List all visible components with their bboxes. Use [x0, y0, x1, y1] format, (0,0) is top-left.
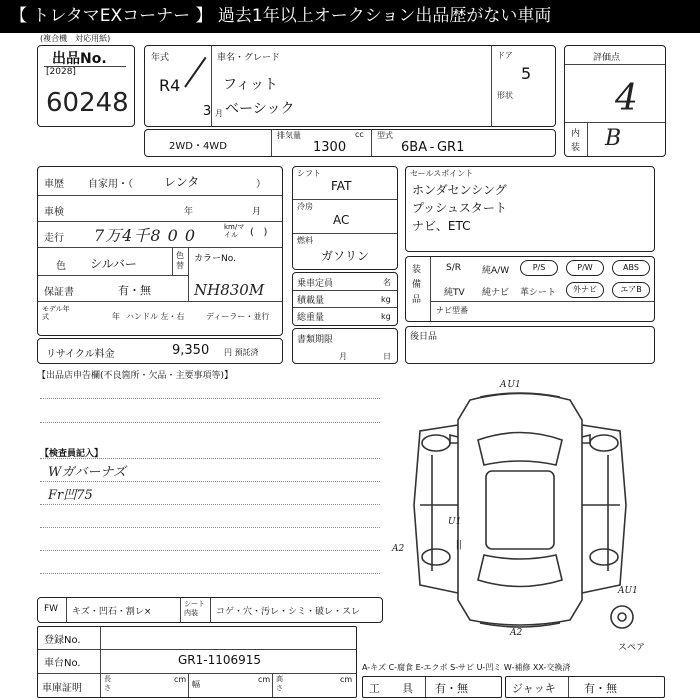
- inspection-label: 車検: [44, 207, 64, 218]
- doors-label: ドア: [497, 51, 513, 60]
- recycle-box: [37, 338, 283, 364]
- recycle-label: リサイクル料金: [46, 349, 115, 360]
- subtitle: (複合機 対応用紙): [40, 34, 111, 43]
- recycle-value: 9,350: [172, 343, 210, 358]
- equip-alloy: 純A/W: [482, 266, 510, 276]
- inspector-note-2: Fr凹75: [48, 488, 93, 503]
- fw-label: FW: [44, 604, 59, 614]
- equipment-spec-panel: [292, 166, 398, 270]
- car-name: フィット: [223, 77, 278, 93]
- seat-text: コゲ・穴・汚レ・シミ・破レ・スレ: [216, 607, 361, 617]
- doc-expiry-box: [292, 328, 398, 364]
- score-box: [564, 45, 666, 157]
- grade: ベーシック: [225, 101, 295, 117]
- recycle-unit: 円 預託済: [224, 348, 259, 357]
- jack-box: [505, 676, 665, 698]
- aircon-label: 冷房: [297, 202, 313, 211]
- mileage-label: 走行: [44, 233, 64, 244]
- inspector-label: 【検査員記入】: [40, 449, 104, 459]
- lot-box: [37, 45, 135, 127]
- tools-box: [362, 676, 502, 698]
- declaration-label: 【出品店申告欄(不良箇所・欠品・主要事項等)】: [37, 371, 234, 381]
- interior-label-2: 装: [571, 143, 581, 153]
- length-unit: cm: [174, 675, 187, 684]
- width-unit: cm: [258, 675, 271, 684]
- equip-ext-navi: 外ナビ: [566, 282, 604, 298]
- sales-point-line-3: ナビ、ETC: [412, 219, 471, 233]
- doc-day-unit: 日: [383, 352, 391, 361]
- shape-label: 形状: [497, 91, 513, 100]
- warranty-value: 有・無: [118, 284, 151, 297]
- sales-point-box: [405, 166, 655, 252]
- dealer-label: ディーラー・並行: [206, 312, 270, 321]
- mark-bottom-a2: A2: [510, 628, 523, 638]
- sales-point-line-2: プッシュスタート: [412, 201, 507, 215]
- model-code: 6BA - GR1: [401, 140, 465, 155]
- year-era: R4: [159, 76, 181, 95]
- equip-pw: P/W: [566, 260, 604, 276]
- lot-prefix: [2028]: [46, 67, 76, 77]
- mark-left-u1: U1: [448, 517, 462, 527]
- inspection-month-unit: 月: [252, 207, 262, 217]
- equip-abs: ABS: [612, 260, 650, 276]
- sales-point-line-1: ホンダセンシング: [412, 183, 507, 197]
- name-label: 車名・グレード: [217, 53, 281, 63]
- color-no-label: カラーNo.: [194, 254, 236, 264]
- width-label: 幅: [192, 680, 200, 689]
- displacement-unit: cc: [355, 130, 364, 139]
- damage-legend: A-キズ C-腐食 E-エクボ S-サビ U-凹ミ W-補修 XX-交換済: [362, 663, 571, 672]
- weight-unit: kg: [381, 312, 391, 321]
- reg-label: 登録No.: [44, 635, 81, 646]
- warranty-label: 保証書: [44, 287, 74, 298]
- mark-right-au1: AU1: [618, 586, 638, 596]
- equip-ps: P/S: [520, 260, 558, 276]
- equipment-box: [405, 256, 655, 322]
- load-label: 積載量: [297, 296, 325, 306]
- history-options: 自家用・（: [88, 179, 133, 190]
- handle-label: ハンドル 左・右: [126, 312, 185, 321]
- spec-row: [144, 129, 556, 157]
- registration-table: [37, 626, 357, 698]
- interior-grade: B: [605, 126, 622, 151]
- lot-label: 出品No.: [52, 51, 107, 67]
- model-label: 型式: [377, 131, 393, 140]
- equip-leather: 革シート: [520, 288, 557, 298]
- load-unit: kg: [381, 295, 391, 304]
- chassis-value: GR1-1106915: [178, 653, 262, 667]
- inspection-year-unit: 年: [184, 207, 194, 217]
- height-unit: cm: [340, 675, 353, 684]
- interior-label-1: 内: [571, 129, 581, 139]
- equip-airbag: エアB: [612, 282, 650, 298]
- spare-label: スペア: [618, 643, 646, 653]
- fuel-value: ガソリン: [321, 249, 370, 263]
- lot-number: 60248: [46, 88, 129, 118]
- color-no-value: NH830M: [194, 281, 265, 299]
- later-notes-label: 後日品: [410, 332, 438, 342]
- capacity-label: 乗車定員: [297, 279, 334, 289]
- mark-top: A U1: [500, 380, 521, 390]
- weight-label: 総重量: [297, 313, 325, 323]
- capacity-unit: 名: [383, 278, 391, 287]
- capacity-box: [292, 272, 398, 326]
- later-notes-box: [405, 326, 655, 364]
- tools-label: 工 具: [369, 682, 413, 695]
- color-label: 色: [56, 261, 66, 272]
- equipment-label: 装備品: [412, 265, 422, 305]
- doc-expiry-label: 書類期限: [297, 335, 334, 345]
- mark-left-line: ||: [450, 540, 462, 550]
- condition-row: [37, 597, 383, 623]
- seat-label: シート内装: [184, 600, 205, 617]
- score-label: 評価点: [593, 53, 621, 63]
- displacement-label: 排気量: [277, 131, 301, 140]
- year-label: 年式: [151, 53, 170, 63]
- model-year-unit: 年: [112, 312, 120, 321]
- history-label: 車歴: [44, 179, 64, 190]
- shift-value: FAT: [331, 179, 352, 193]
- mark-left-a2: A2: [392, 544, 405, 554]
- color-value: シルバー: [90, 257, 137, 271]
- history-panel: [37, 166, 283, 336]
- fuel-label: 燃料: [297, 236, 313, 245]
- aircon-value: AC: [333, 213, 350, 227]
- month-unit: 月: [215, 109, 223, 118]
- color-change-label: 色替: [176, 251, 184, 270]
- model-year-label: モデル年式: [42, 305, 70, 321]
- chassis-label: 車台No.: [44, 658, 81, 669]
- equip-sr: S/R: [446, 263, 461, 273]
- mileage-unit: km/マイル: [224, 223, 245, 239]
- navi-model-label: ナビ型番: [436, 306, 468, 315]
- mileage-paren: ( ): [250, 227, 268, 238]
- jack-value: 有・無: [584, 682, 617, 695]
- shift-label: シフト: [297, 169, 321, 178]
- doors-value: 5: [521, 64, 532, 83]
- sales-point-label: セールスポイント: [410, 169, 474, 178]
- drive-label: 2WD・4WD: [169, 141, 227, 152]
- history-close: ）: [256, 179, 266, 190]
- equip-tv: 純TV: [444, 288, 465, 298]
- year-month: 3: [203, 104, 212, 119]
- equip-navi: 純ナビ: [482, 288, 510, 298]
- length-label: 長さ: [104, 675, 111, 692]
- displacement-value: 1300: [313, 140, 347, 155]
- header-banner: 【 トレタマEXコーナー 】 過去1年以上オークション出品歴がない車両: [0, 0, 700, 33]
- doc-month-unit: 月: [339, 352, 347, 361]
- vehicle-main-box: [144, 45, 556, 127]
- history-value: レンタ: [164, 175, 200, 189]
- mileage-value: 7万4千8 0 0: [94, 226, 197, 245]
- fw-text: キズ・凹石・割レ×: [72, 607, 152, 617]
- height-label: 高さ: [276, 675, 283, 692]
- cert-label: 車庫証明: [42, 683, 82, 694]
- tools-value: 有・無: [435, 682, 468, 695]
- car-damage-diagram: [400, 385, 640, 635]
- score-value: 4: [615, 78, 638, 119]
- inspector-note-1: Wガバーナズ: [48, 465, 126, 480]
- jack-label: ジャッキ: [512, 682, 556, 695]
